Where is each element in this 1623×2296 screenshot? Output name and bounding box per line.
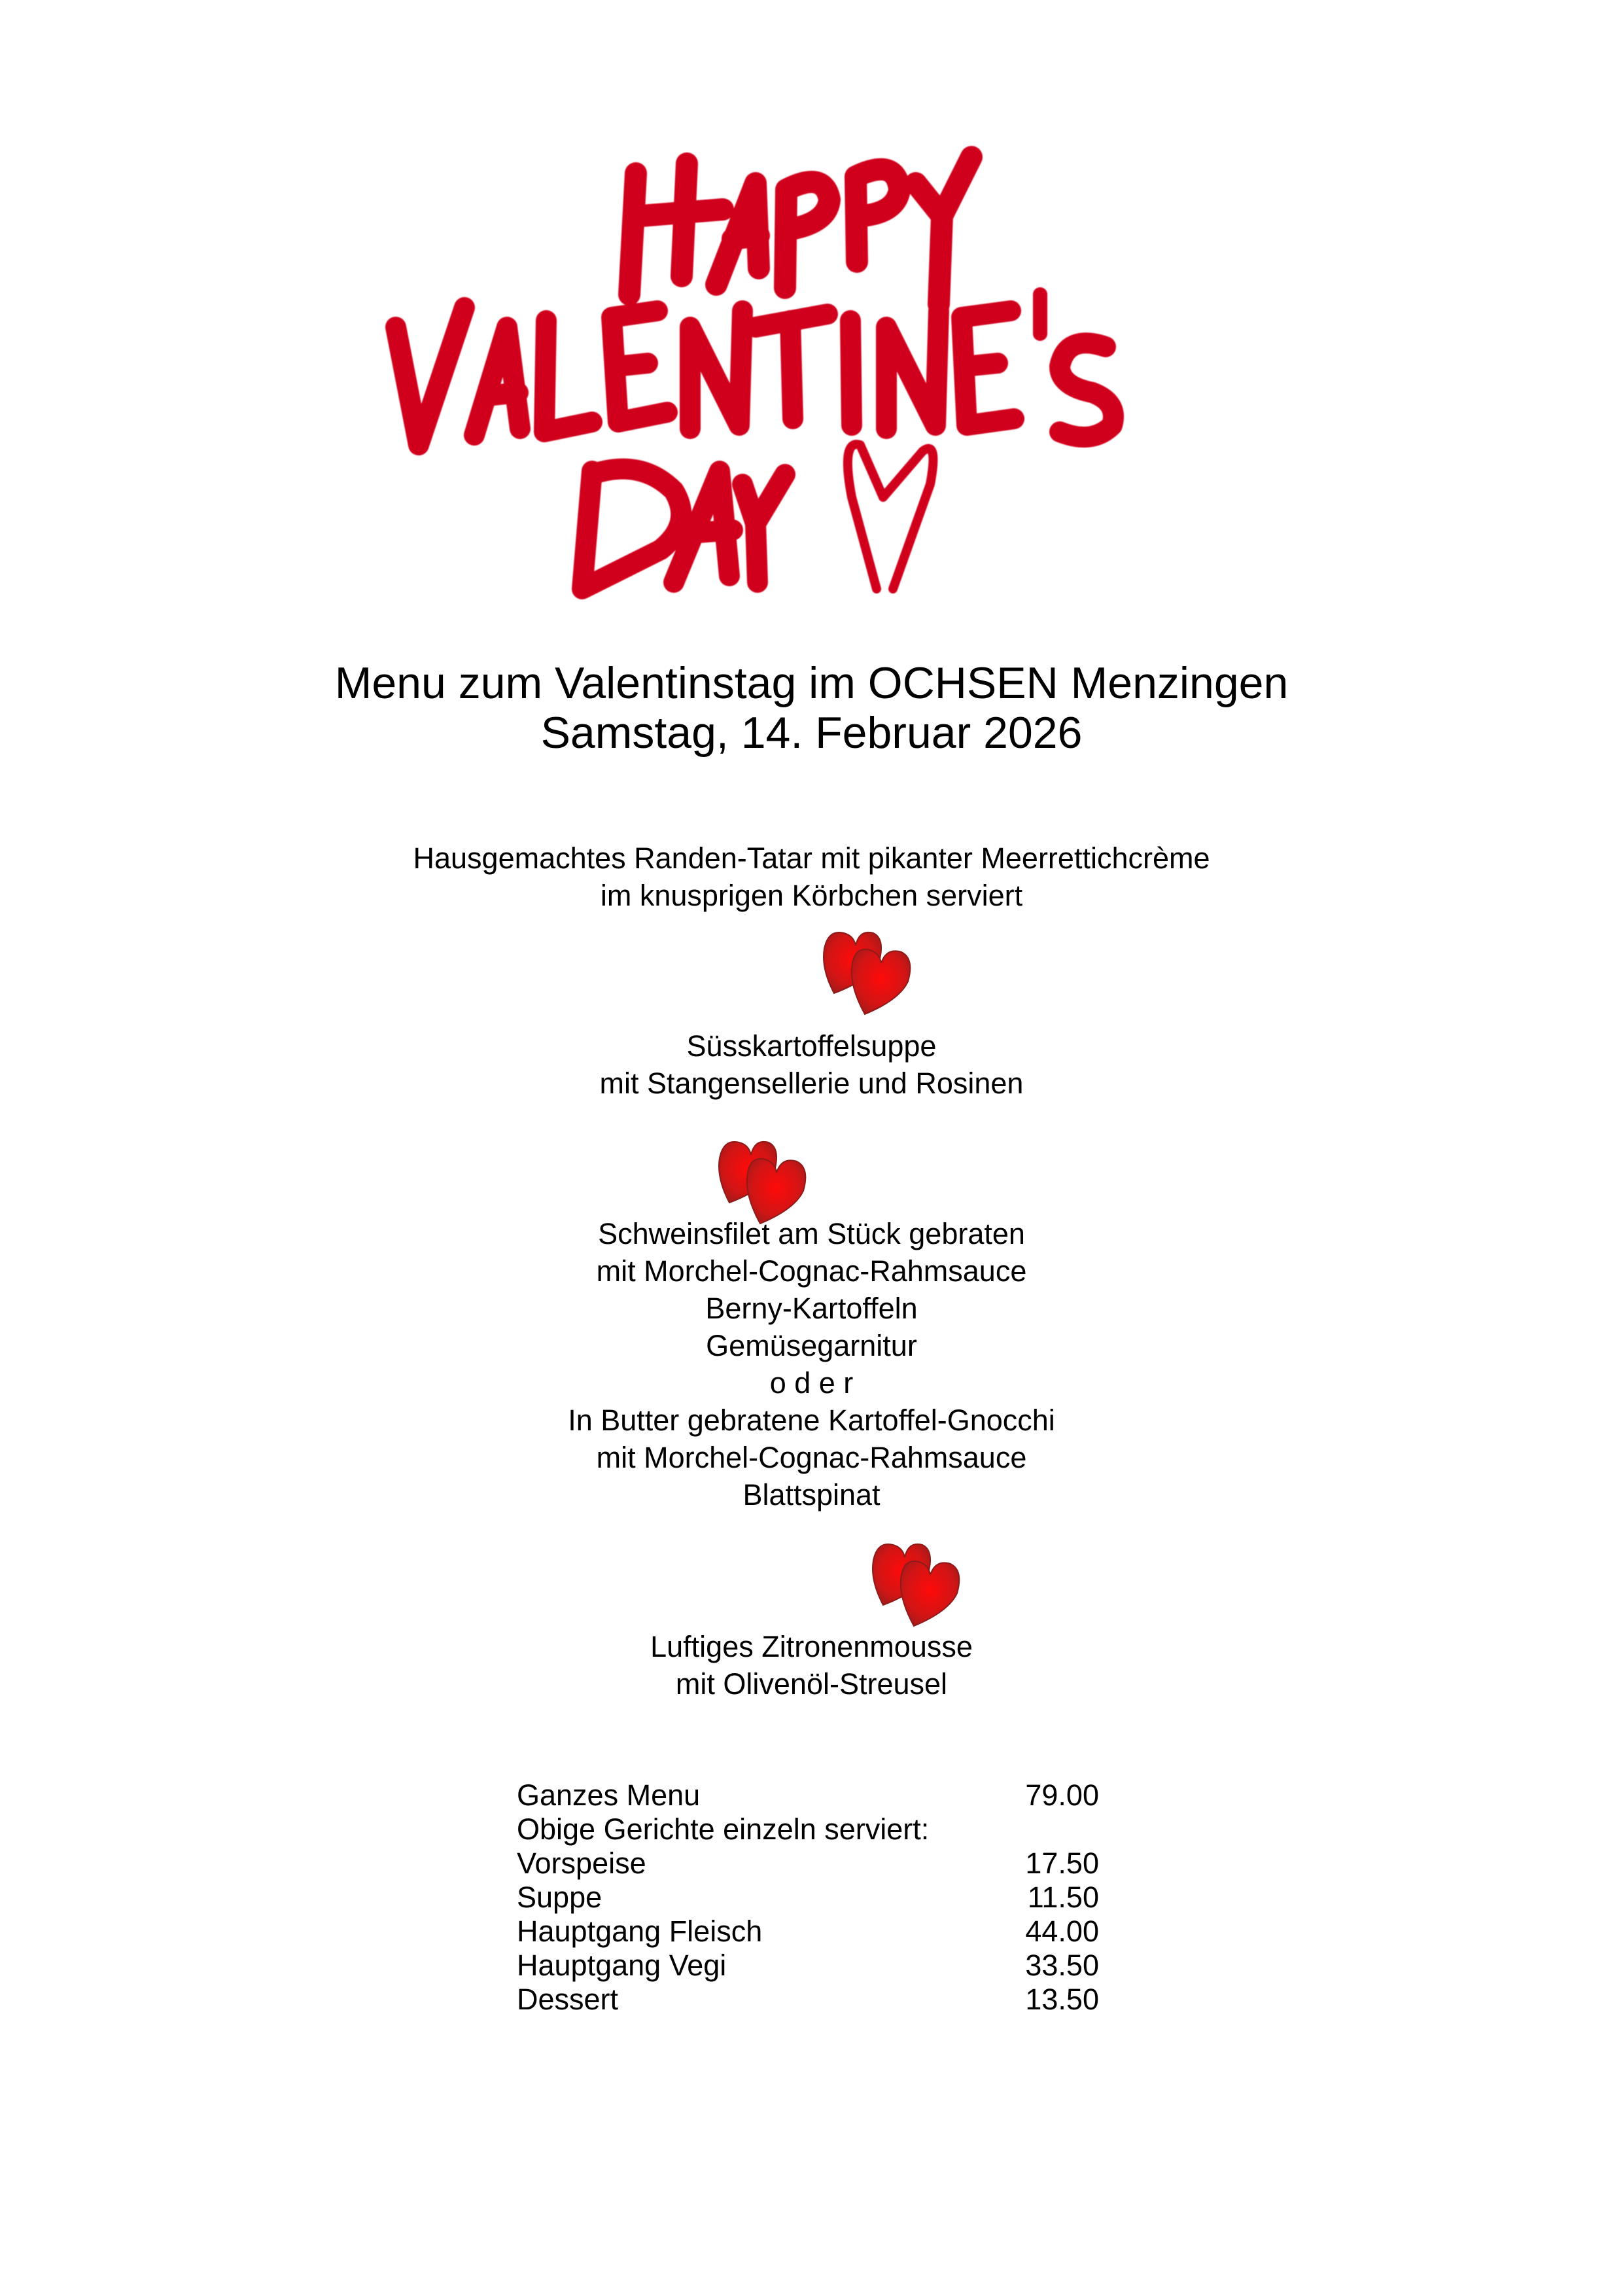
double-hearts-icon — [867, 1534, 978, 1633]
soup-line-2: mit Stangensellerie und Rosinen — [599, 1067, 1024, 1100]
price-label: Dessert — [517, 1983, 619, 2016]
price-row-main-veg — [517, 1949, 1099, 1983]
main-or-separator: o d e r — [769, 1366, 854, 1400]
price-row-main-meat — [517, 1915, 1099, 1949]
price-value: 11.50 — [1027, 1881, 1099, 1914]
price-label: Hauptgang Fleisch — [517, 1915, 763, 1948]
main-line-4: Gemüsegarnitur — [706, 1329, 917, 1362]
dessert-line-2: mit Olivenöl-Streusel — [675, 1667, 948, 1701]
price-value: 33.50 — [1025, 1949, 1099, 1982]
price-row-subheading — [517, 1812, 1099, 1846]
heart-front — [747, 1159, 806, 1224]
logo-word-valentines — [396, 294, 1113, 445]
price-label: Suppe — [517, 1881, 602, 1914]
price-row-soup — [517, 1881, 1099, 1915]
double-hearts-icon — [818, 923, 929, 1021]
price-value: 17.50 — [1025, 1846, 1099, 1880]
main-line-3: Berny-Kartoffeln — [705, 1292, 918, 1325]
happy-valentines-day-logo — [366, 131, 1321, 602]
main-line-1: Schweinsfilet am Stück gebraten — [598, 1217, 1025, 1250]
main-line-7: mit Morchel-Cognac-Rahmsauce — [596, 1441, 1027, 1474]
price-label: Ganzes Menu — [517, 1778, 701, 1812]
logo-word-day — [582, 469, 785, 589]
price-row-dessert — [517, 1983, 1099, 2017]
soup-line-1: Süsskartoffelsuppe — [686, 1029, 937, 1063]
page-title-line-1: Menu zum Valentinstag im OCHSEN Menzingen — [334, 658, 1289, 708]
main-line-6: In Butter gebratene Kartoffel-Gnocchi — [568, 1404, 1055, 1437]
logo-heart-icon — [848, 444, 934, 589]
page-title-date: Samstag, 14. Februar 2026 — [540, 708, 1083, 758]
price-label: Obige Gerichte einzeln serviert: — [517, 1812, 930, 1846]
heart-front — [852, 949, 911, 1014]
heart-front — [901, 1561, 960, 1626]
price-label: Hauptgang Vegi — [517, 1949, 727, 1982]
starter-line-2: im knusprigen Körbchen serviert — [600, 879, 1023, 912]
price-row-full-menu — [517, 1778, 1099, 1812]
price-value: 13.50 — [1025, 1983, 1099, 2016]
price-value: 44.00 — [1025, 1915, 1099, 1948]
dessert-line-1: Luftiges Zitronenmousse — [650, 1630, 973, 1663]
price-label: Vorspeise — [517, 1846, 646, 1880]
price-value: 79.00 — [1025, 1778, 1099, 1812]
price-row-starter — [517, 1846, 1099, 1881]
main-line-8: Blattspinat — [742, 1478, 881, 1511]
main-line-2: mit Morchel-Cognac-Rahmsauce — [596, 1254, 1027, 1288]
starter-line-1: Hausgemachtes Randen-Tatar mit pikanter Meerrettichcrème — [413, 841, 1210, 875]
logo-word-happy — [629, 157, 971, 304]
